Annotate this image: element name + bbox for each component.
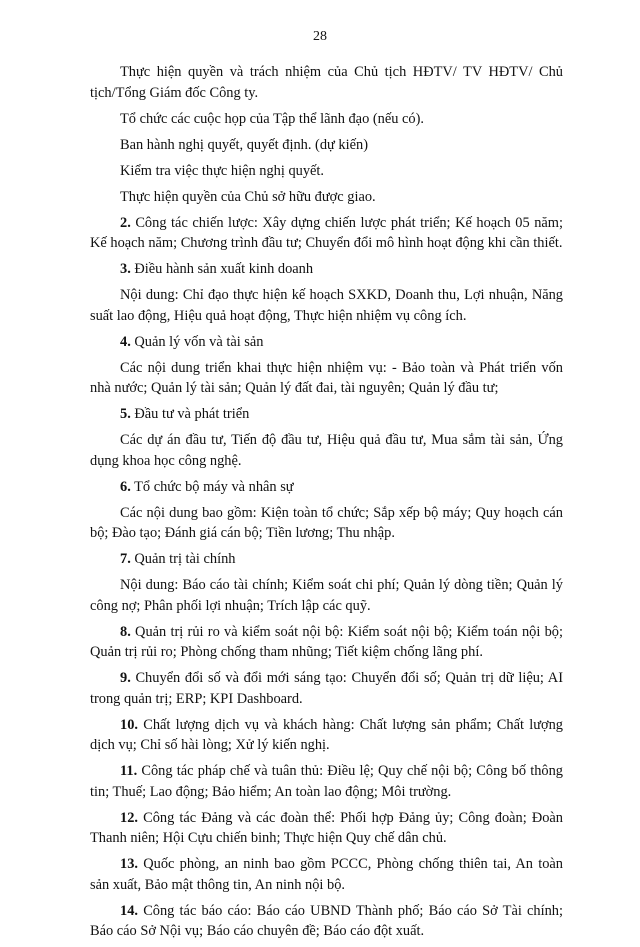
section-7-heading (90, 549, 563, 570)
section-heading: Quản trị tài chính (130, 551, 236, 567)
section-number: 5. (120, 406, 131, 422)
section-number: 7. (120, 551, 131, 567)
paragraph-text: Các nội dung bao gồm: Kiện toàn tổ chức; Sắp xếp bộ máy; Quy hoạch cán bộ; Đào tạo; Đánh giá cán bộ; Tiền lương; Thu nhập. (90, 504, 563, 541)
section-6-heading (90, 477, 563, 498)
section-number: 12. (120, 809, 138, 826)
paragraph-text: Tổ chức các cuộc họp của Tập thể lãnh đạo (nếu có). (120, 110, 425, 127)
section-heading: Quản lý vốn và tài sản (130, 333, 264, 350)
paragraph-text: Công tác pháp chế và tuân thủ: Điều lệ; Quy chế nội bộ; Công bố thông tin; Thuế; Lao động; Bảo hiểm; An toàn lao động; Môi trường. (90, 763, 563, 800)
section-heading: Tổ chức bộ máy và nhân sự (130, 478, 294, 495)
section-7-content (90, 575, 563, 616)
paragraph-text: Công tác Đảng và các đoàn thể: Phối hợp Đảng ủy; Công đoàn; Đoàn Thanh niên; Hội Cựu chiến binh; Thực hiện Quy chế dân chủ. (90, 809, 563, 846)
paragraph-text: Nội dung: Báo cáo tài chính; Kiểm soát chi phí; Quản lý dòng tiền; Quản lý công nợ; Phân phối lợi nhuận; Trích lập các quỹ. (90, 577, 563, 614)
section-number: 11. (120, 763, 138, 779)
section-5-content (90, 430, 563, 471)
paragraph-text: Các nội dung triển khai thực hiện nhiệm vụ: - Bảo toàn và Phát triển vốn nhà nước; Quản lý tài sản; Quản lý đất đai, tài nguyên; Quản lý đầu tư; (90, 359, 563, 396)
section-4-content (90, 358, 563, 399)
section-10-service-quality (90, 715, 563, 756)
paragraph-chairman-duties (90, 62, 563, 103)
section-heading: Đầu tư và phát triển (130, 406, 250, 422)
section-number: 6. (120, 478, 131, 495)
section-12-party-unions (90, 808, 563, 849)
section-14-reporting (90, 901, 563, 942)
paragraph-text: Chuyển đổi số và đổi mới sáng tạo: Chuyển đổi số; Quản trị dữ liệu; AI trong quản trị; ERP; KPI Dashboard. (90, 670, 563, 707)
section-number: 13. (120, 856, 138, 872)
paragraph-leadership-meetings (90, 109, 563, 130)
section-number: 3. (120, 261, 131, 277)
section-heading: Điều hành sản xuất kinh doanh (130, 261, 314, 277)
paragraph-text: Công tác chiến lược: Xây dựng chiến lược phát triển; Kế hoạch 05 năm; Kế hoạch năm; Chương trình đầu tư; Chuyển đổi mô hình hoạt động khi cần thiết. (90, 214, 563, 251)
document-body (90, 62, 563, 947)
paragraph-text: Công tác báo cáo: Báo cáo UBND Thành phố; Báo cáo Sở Tài chính; Báo cáo Sở Nội vụ; Báo cáo chuyên đề; Báo cáo đột xuất. (90, 902, 563, 939)
paragraph-owner-rights (90, 187, 563, 208)
section-11-legal-compliance (90, 761, 563, 802)
section-6-content (90, 503, 563, 544)
paragraph-text: Kiểm tra việc thực hiện nghị quyết. (120, 162, 325, 179)
paragraph-text: Chất lượng dịch vụ và khách hàng: Chất lượng sản phẩm; Chất lượng dịch vụ; Chỉ số hài lòng; Xử lý kiến nghị. (90, 716, 563, 753)
section-number: 8. (120, 623, 131, 640)
section-9-digital-transformation (90, 668, 563, 709)
section-number: 4. (120, 333, 131, 350)
page-number: 28 (313, 29, 327, 44)
paragraph-text: Nội dung: Chỉ đạo thực hiện kế hoạch SXKD, Doanh thu, Lợi nhuận, Năng suất lao động, Hiệu quả hoạt động, Thực hiện nhiệm vụ công ích. (90, 287, 563, 324)
paragraph-inspection (90, 161, 563, 182)
section-number: 9. (120, 670, 131, 686)
section-number: 14. (120, 902, 138, 919)
paragraph-text: Thực hiện quyền và trách nhiệm của Chủ tịch HĐTV/ TV HĐTV/ Chủ tịch/Tổng Giám đốc Công ty. (90, 64, 563, 101)
section-3-heading (90, 259, 563, 280)
paragraph-text: Các dự án đầu tư, Tiến độ đầu tư, Hiệu quả đầu tư, Mua sắm tài sản, Ứng dụng khoa học công nghệ. (90, 432, 563, 469)
paragraph-text: Thực hiện quyền của Chủ sở hữu được giao. (120, 188, 376, 205)
paragraph-text: Quốc phòng, an ninh bao gồm PCCC, Phòng chống thiên tai, An toàn sản xuất, Bảo mật thông tin, An ninh nội bộ. (90, 856, 563, 893)
section-3-content (90, 285, 563, 326)
section-number: 2. (120, 214, 131, 231)
section-8-risk-control (90, 622, 563, 663)
section-2-strategy (90, 213, 563, 254)
section-number: 10. (120, 716, 138, 733)
section-13-security (90, 854, 563, 895)
section-5-heading (90, 404, 563, 425)
paragraph-resolutions (90, 135, 563, 156)
section-4-heading (90, 332, 563, 353)
paragraph-text: Quản trị rủi ro và kiểm soát nội bộ: Kiểm soát nội bộ; Kiểm toán nội bộ; Quản trị rủi ro; Phòng chống tham nhũng; Tiết kiệm chống lãng phí. (90, 623, 563, 660)
paragraph-text: Ban hành nghị quyết, quyết định. (dự kiến) (120, 136, 368, 153)
